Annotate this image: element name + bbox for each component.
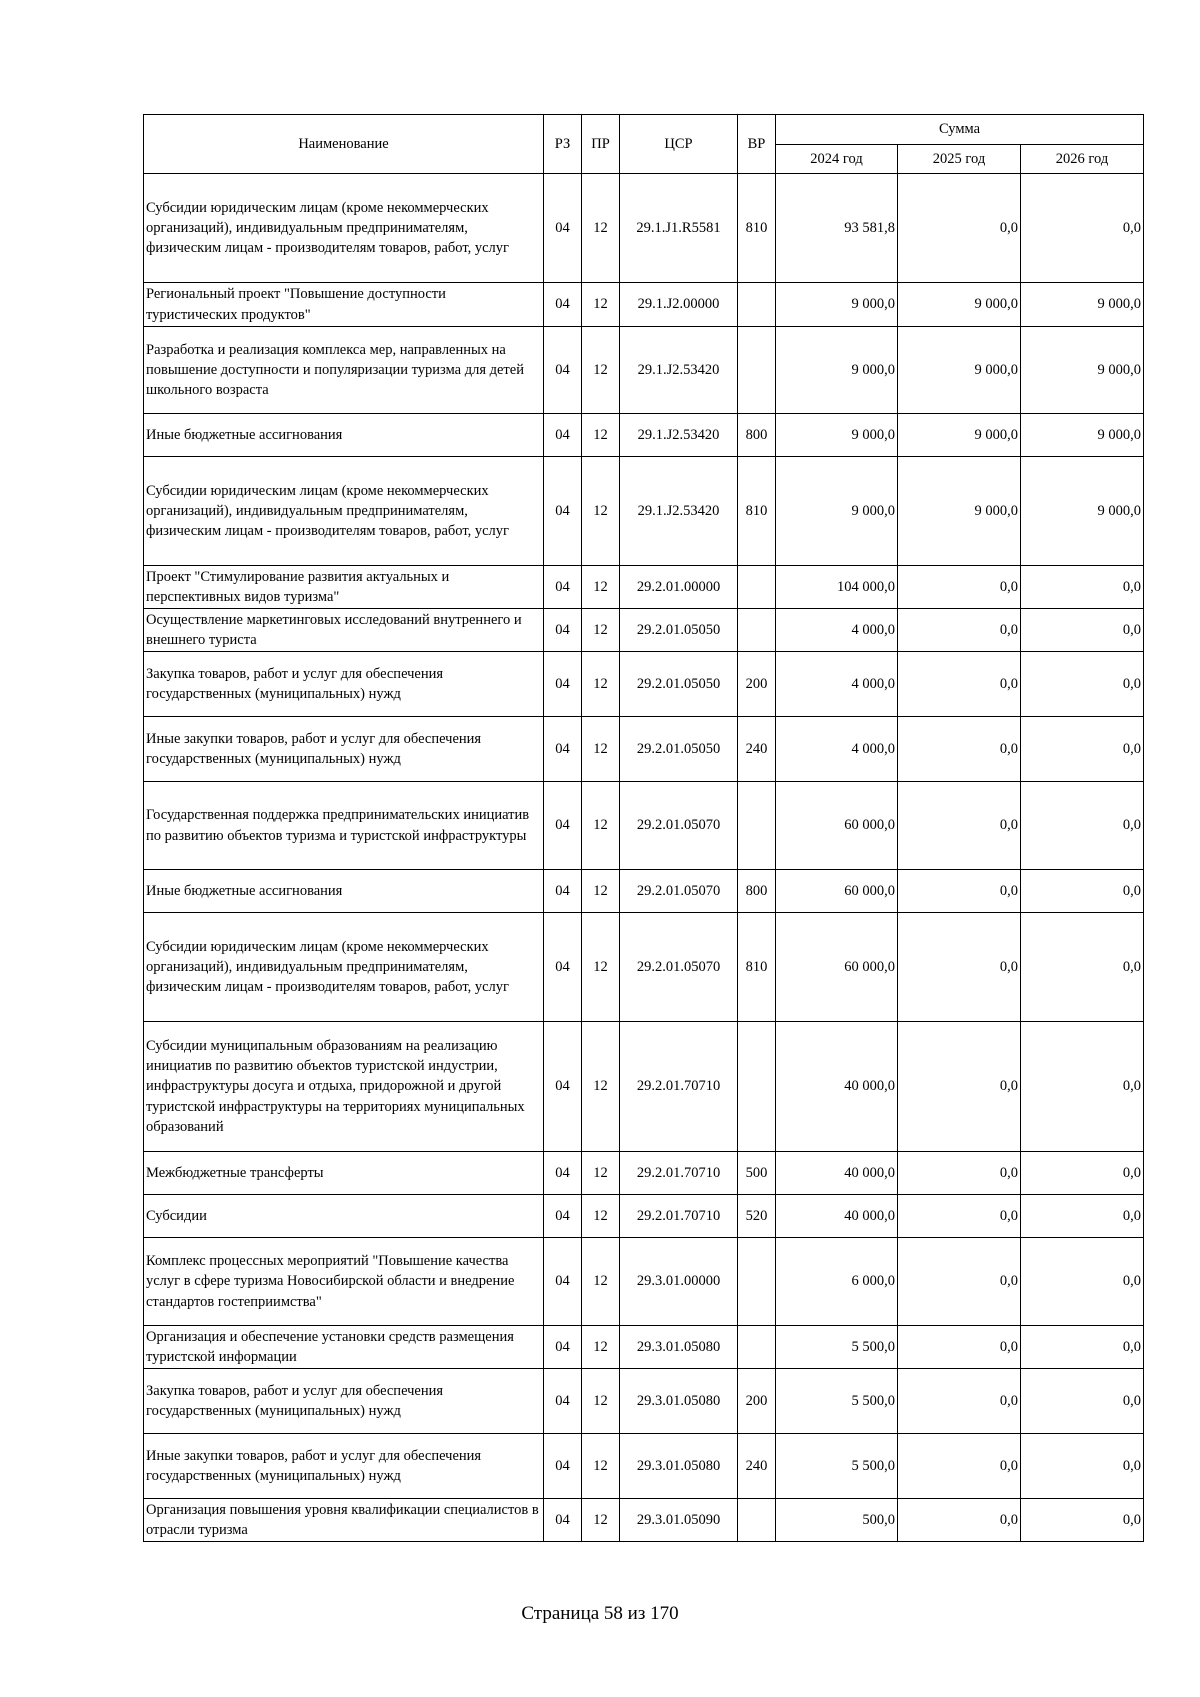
cell-pr: 12 (582, 1326, 620, 1369)
cell-amount-2026: 0,0 (1021, 1152, 1144, 1195)
cell-amount-2024: 5 500,0 (776, 1369, 898, 1434)
table-body (144, 174, 1144, 1542)
cell-name: Иные бюджетные ассигнования (144, 414, 544, 457)
cell-amount-2025: 9 000,0 (898, 327, 1021, 414)
header-year-2025: 2025 год (898, 145, 1021, 174)
budget-table-container (143, 114, 1143, 1542)
cell-name: Комплекс процессных мероприятий "Повышение качества услуг в сфере туризма Новосибирской области и внедрение стандартов гостеприимства" (144, 1238, 544, 1326)
table-row (144, 717, 1144, 782)
cell-pr: 12 (582, 1499, 620, 1542)
cell-csr: 29.2.01.70710 (620, 1152, 738, 1195)
cell-amount-2026: 0,0 (1021, 1238, 1144, 1326)
cell-vr (738, 609, 776, 652)
table-row (144, 1499, 1144, 1542)
table-row (144, 1434, 1144, 1499)
cell-amount-2025: 0,0 (898, 1326, 1021, 1369)
cell-amount-2025: 0,0 (898, 652, 1021, 717)
cell-pr: 12 (582, 1195, 620, 1238)
cell-vr: 240 (738, 717, 776, 782)
cell-pr: 12 (582, 609, 620, 652)
cell-amount-2024: 9 000,0 (776, 327, 898, 414)
cell-name: Региональный проект "Повышение доступности туристических продуктов" (144, 283, 544, 327)
table-row (144, 566, 1144, 609)
cell-amount-2024: 4 000,0 (776, 609, 898, 652)
cell-pr: 12 (582, 414, 620, 457)
cell-amount-2026: 0,0 (1021, 1369, 1144, 1434)
table-row (144, 1195, 1144, 1238)
cell-name: Закупка товаров, работ и услуг для обеспечения государственных (муниципальных) нужд (144, 1369, 544, 1434)
cell-name: Субсидии юридическим лицам (кроме некоммерческих организаций), индивидуальным предпринимателям, физическим лицам - производителям товаров, работ, услуг (144, 457, 544, 566)
cell-vr: 810 (738, 913, 776, 1022)
cell-rz: 04 (544, 717, 582, 782)
cell-name: Проект "Стимулирование развития актуальных и перспективных видов туризма" (144, 566, 544, 609)
cell-amount-2024: 6 000,0 (776, 1238, 898, 1326)
cell-name: Организация и обеспечение установки средств размещения туристской информации (144, 1326, 544, 1369)
cell-name: Субсидии юридическим лицам (кроме некоммерческих организаций), индивидуальным предпринимателям, физическим лицам - производителям товаров, работ, услуг (144, 174, 544, 283)
cell-amount-2025: 0,0 (898, 782, 1021, 870)
cell-csr: 29.3.01.05090 (620, 1499, 738, 1542)
cell-amount-2025: 9 000,0 (898, 283, 1021, 327)
cell-amount-2025: 0,0 (898, 1369, 1021, 1434)
cell-vr: 520 (738, 1195, 776, 1238)
table-row (144, 1152, 1144, 1195)
cell-pr: 12 (582, 1022, 620, 1152)
cell-name: Иные закупки товаров, работ и услуг для обеспечения государственных (муниципальных) нужд (144, 1434, 544, 1499)
header-name: Наименование (144, 115, 544, 174)
cell-vr: 810 (738, 457, 776, 566)
cell-rz: 04 (544, 913, 582, 1022)
cell-pr: 12 (582, 913, 620, 1022)
cell-amount-2026: 9 000,0 (1021, 283, 1144, 327)
cell-amount-2025: 9 000,0 (898, 457, 1021, 566)
cell-amount-2025: 0,0 (898, 1152, 1021, 1195)
cell-amount-2025: 0,0 (898, 1195, 1021, 1238)
cell-amount-2026: 0,0 (1021, 1326, 1144, 1369)
cell-pr: 12 (582, 174, 620, 283)
cell-amount-2024: 500,0 (776, 1499, 898, 1542)
cell-amount-2026: 0,0 (1021, 174, 1144, 283)
cell-amount-2025: 0,0 (898, 1238, 1021, 1326)
cell-amount-2024: 60 000,0 (776, 870, 898, 913)
table-row (144, 283, 1144, 327)
cell-name: Иные бюджетные ассигнования (144, 870, 544, 913)
cell-name: Разработка и реализация комплекса мер, направленных на повышение доступности и популяризации туризма для детей школьного возраста (144, 327, 544, 414)
cell-pr: 12 (582, 717, 620, 782)
cell-rz: 04 (544, 174, 582, 283)
table-row (144, 327, 1144, 414)
cell-rz: 04 (544, 1195, 582, 1238)
table-row (144, 870, 1144, 913)
cell-amount-2026: 0,0 (1021, 913, 1144, 1022)
cell-amount-2024: 5 500,0 (776, 1326, 898, 1369)
cell-csr: 29.2.01.05050 (620, 609, 738, 652)
cell-amount-2024: 5 500,0 (776, 1434, 898, 1499)
budget-table (143, 114, 1144, 1542)
cell-amount-2026: 0,0 (1021, 1022, 1144, 1152)
cell-amount-2026: 0,0 (1021, 652, 1144, 717)
cell-amount-2025: 0,0 (898, 1499, 1021, 1542)
cell-amount-2024: 60 000,0 (776, 782, 898, 870)
cell-csr: 29.3.01.05080 (620, 1326, 738, 1369)
cell-rz: 04 (544, 1022, 582, 1152)
cell-vr: 200 (738, 1369, 776, 1434)
cell-vr (738, 1326, 776, 1369)
cell-pr: 12 (582, 1238, 620, 1326)
table-row (144, 457, 1144, 566)
cell-amount-2024: 9 000,0 (776, 457, 898, 566)
cell-vr: 800 (738, 870, 776, 913)
cell-name: Межбюджетные трансферты (144, 1152, 544, 1195)
cell-name: Закупка товаров, работ и услуг для обеспечения государственных (муниципальных) нужд (144, 652, 544, 717)
cell-name: Государственная поддержка предпринимательских инициатив по развитию объектов туризма и туристской инфраструктуры (144, 782, 544, 870)
cell-amount-2025: 0,0 (898, 870, 1021, 913)
cell-rz: 04 (544, 1369, 582, 1434)
cell-amount-2026: 9 000,0 (1021, 327, 1144, 414)
cell-csr: 29.2.01.05070 (620, 870, 738, 913)
cell-csr: 29.1.J2.00000 (620, 283, 738, 327)
cell-amount-2026: 9 000,0 (1021, 457, 1144, 566)
cell-pr: 12 (582, 1152, 620, 1195)
cell-rz: 04 (544, 457, 582, 566)
cell-amount-2025: 0,0 (898, 913, 1021, 1022)
cell-amount-2025: 0,0 (898, 174, 1021, 283)
cell-amount-2024: 60 000,0 (776, 913, 898, 1022)
cell-rz: 04 (544, 609, 582, 652)
cell-csr: 29.1.J2.53420 (620, 414, 738, 457)
cell-name: Субсидии юридическим лицам (кроме некоммерческих организаций), индивидуальным предпринимателям, физическим лицам - производителям товаров, работ, услуг (144, 913, 544, 1022)
header-pr: ПР (582, 115, 620, 174)
cell-vr (738, 1499, 776, 1542)
cell-amount-2024: 4 000,0 (776, 717, 898, 782)
table-row (144, 913, 1144, 1022)
cell-name: Осуществление маркетинговых исследований внутреннего и внешнего туриста (144, 609, 544, 652)
header-sum: Сумма (776, 115, 1144, 145)
cell-csr: 29.2.01.05050 (620, 652, 738, 717)
cell-vr (738, 283, 776, 327)
cell-amount-2024: 40 000,0 (776, 1152, 898, 1195)
cell-csr: 29.2.01.70710 (620, 1195, 738, 1238)
cell-vr: 500 (738, 1152, 776, 1195)
header-rz: РЗ (544, 115, 582, 174)
cell-amount-2026: 0,0 (1021, 1195, 1144, 1238)
cell-pr: 12 (582, 652, 620, 717)
cell-amount-2025: 0,0 (898, 566, 1021, 609)
cell-rz: 04 (544, 1326, 582, 1369)
cell-amount-2026: 0,0 (1021, 566, 1144, 609)
cell-amount-2024: 40 000,0 (776, 1195, 898, 1238)
cell-amount-2025: 0,0 (898, 1022, 1021, 1152)
cell-rz: 04 (544, 870, 582, 913)
cell-amount-2026: 9 000,0 (1021, 414, 1144, 457)
cell-pr: 12 (582, 1369, 620, 1434)
cell-amount-2026: 0,0 (1021, 782, 1144, 870)
cell-pr: 12 (582, 1434, 620, 1499)
cell-vr (738, 1022, 776, 1152)
cell-name: Организация повышения уровня квалификации специалистов в отрасли туризма (144, 1499, 544, 1542)
cell-amount-2026: 0,0 (1021, 717, 1144, 782)
cell-amount-2025: 0,0 (898, 609, 1021, 652)
cell-rz: 04 (544, 652, 582, 717)
cell-csr: 29.3.01.00000 (620, 1238, 738, 1326)
cell-csr: 29.1.J1.R5581 (620, 174, 738, 283)
cell-rz: 04 (544, 782, 582, 870)
table-row (144, 1238, 1144, 1326)
table-row (144, 174, 1144, 283)
table-row (144, 414, 1144, 457)
table-row (144, 652, 1144, 717)
table-row (144, 1022, 1144, 1152)
cell-vr (738, 782, 776, 870)
header-year-2026: 2026 год (1021, 145, 1144, 174)
cell-csr: 29.1.J2.53420 (620, 457, 738, 566)
cell-amount-2026: 0,0 (1021, 609, 1144, 652)
header-csr: ЦСР (620, 115, 738, 174)
cell-csr: 29.2.01.00000 (620, 566, 738, 609)
cell-csr: 29.2.01.05070 (620, 913, 738, 1022)
cell-pr: 12 (582, 782, 620, 870)
cell-rz: 04 (544, 1499, 582, 1542)
cell-vr: 240 (738, 1434, 776, 1499)
cell-rz: 04 (544, 283, 582, 327)
cell-csr: 29.2.01.05070 (620, 782, 738, 870)
table-row (144, 609, 1144, 652)
cell-amount-2025: 9 000,0 (898, 414, 1021, 457)
table-row (144, 1326, 1144, 1369)
cell-vr: 200 (738, 652, 776, 717)
cell-pr: 12 (582, 283, 620, 327)
cell-csr: 29.1.J2.53420 (620, 327, 738, 414)
cell-name: Субсидии (144, 1195, 544, 1238)
cell-amount-2026: 0,0 (1021, 1499, 1144, 1542)
cell-pr: 12 (582, 327, 620, 414)
cell-pr: 12 (582, 566, 620, 609)
cell-amount-2025: 0,0 (898, 1434, 1021, 1499)
cell-amount-2026: 0,0 (1021, 870, 1144, 913)
cell-rz: 04 (544, 414, 582, 457)
cell-rz: 04 (544, 1434, 582, 1499)
cell-rz: 04 (544, 1238, 582, 1326)
cell-csr: 29.2.01.70710 (620, 1022, 738, 1152)
cell-rz: 04 (544, 1152, 582, 1195)
cell-rz: 04 (544, 327, 582, 414)
cell-vr: 800 (738, 414, 776, 457)
cell-rz: 04 (544, 566, 582, 609)
cell-amount-2024: 93 581,8 (776, 174, 898, 283)
cell-vr (738, 1238, 776, 1326)
cell-amount-2024: 104 000,0 (776, 566, 898, 609)
cell-vr (738, 566, 776, 609)
cell-vr: 810 (738, 174, 776, 283)
cell-vr (738, 327, 776, 414)
cell-csr: 29.2.01.05050 (620, 717, 738, 782)
cell-amount-2024: 40 000,0 (776, 1022, 898, 1152)
cell-pr: 12 (582, 870, 620, 913)
cell-amount-2026: 0,0 (1021, 1434, 1144, 1499)
table-row (144, 782, 1144, 870)
header-vr: ВР (738, 115, 776, 174)
page-number: Страница 58 из 170 (521, 1603, 679, 1624)
cell-name: Субсидии муниципальным образованиям на реализацию инициатив по развитию объектов туристской индустрии, инфраструктуры досуга и отдыха, придорожной и другой туристской инфраструктуры на территориях муниципальных образований (144, 1022, 544, 1152)
cell-csr: 29.3.01.05080 (620, 1369, 738, 1434)
cell-amount-2024: 4 000,0 (776, 652, 898, 717)
cell-csr: 29.3.01.05080 (620, 1434, 738, 1499)
cell-amount-2024: 9 000,0 (776, 414, 898, 457)
cell-amount-2024: 9 000,0 (776, 283, 898, 327)
cell-name: Иные закупки товаров, работ и услуг для обеспечения государственных (муниципальных) нужд (144, 717, 544, 782)
cell-pr: 12 (582, 457, 620, 566)
table-row (144, 1369, 1144, 1434)
cell-amount-2025: 0,0 (898, 717, 1021, 782)
header-year-2024: 2024 год (776, 145, 898, 174)
